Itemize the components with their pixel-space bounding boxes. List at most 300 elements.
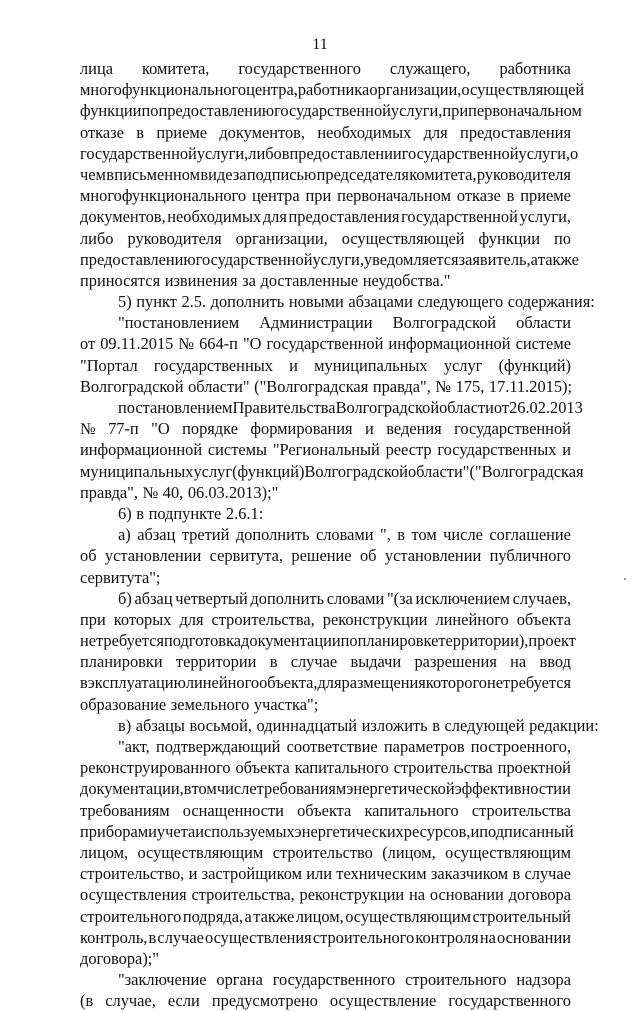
word: не bbox=[80, 631, 97, 651]
word: техническим bbox=[336, 864, 427, 884]
word: строительного bbox=[405, 970, 507, 990]
word: от bbox=[80, 334, 96, 354]
word: Администрации bbox=[259, 313, 373, 333]
text-line bbox=[80, 736, 571, 757]
text-line bbox=[80, 270, 571, 291]
word: в bbox=[281, 143, 290, 163]
word: четвертый bbox=[175, 588, 248, 608]
word: № bbox=[178, 334, 195, 354]
text-line bbox=[80, 672, 571, 693]
word: формирования bbox=[250, 419, 353, 439]
word: дополнить bbox=[235, 525, 310, 545]
text-line bbox=[80, 800, 571, 821]
word: осуществляющей bbox=[341, 228, 465, 248]
word: Правительства bbox=[232, 398, 336, 417]
word: ведения bbox=[386, 419, 442, 439]
text-line bbox=[80, 990, 571, 1011]
word: случае bbox=[157, 927, 204, 947]
word: организации, bbox=[235, 228, 328, 248]
word: осуществляющим bbox=[345, 906, 472, 926]
word: услуги, bbox=[519, 207, 571, 227]
word: редакции: bbox=[529, 715, 599, 735]
word: требуется bbox=[96, 631, 165, 651]
word: на bbox=[409, 885, 426, 905]
word: служащего, bbox=[389, 59, 471, 78]
word: "Портал bbox=[80, 355, 138, 375]
word: числе bbox=[443, 525, 483, 545]
word: предусмотрено bbox=[211, 991, 318, 1011]
word: для bbox=[423, 122, 448, 142]
word: оснащенности bbox=[182, 800, 284, 820]
word: сервитута"; bbox=[80, 567, 161, 587]
word: от bbox=[493, 398, 510, 417]
text-line bbox=[80, 927, 571, 948]
text-line bbox=[80, 757, 571, 778]
word: абзац bbox=[134, 588, 173, 608]
word: в bbox=[148, 927, 157, 947]
word: не bbox=[487, 673, 504, 693]
word: о bbox=[569, 143, 579, 163]
word: случае, bbox=[105, 991, 156, 1011]
word: за bbox=[242, 270, 256, 290]
word: 06.03.2013);" bbox=[187, 482, 279, 502]
word: абзацами bbox=[348, 292, 413, 312]
word: используемых bbox=[195, 821, 295, 841]
word: реконструированного bbox=[80, 758, 231, 778]
word: 09.11.2015 bbox=[100, 334, 174, 354]
word: 2.6.1: bbox=[225, 503, 264, 523]
word: исключением bbox=[415, 588, 511, 608]
word: приеме bbox=[520, 186, 571, 206]
text-line bbox=[80, 567, 571, 588]
word: осуществляющим bbox=[137, 842, 264, 862]
word: государственного bbox=[238, 59, 361, 78]
text-line bbox=[80, 79, 585, 100]
word: для bbox=[179, 609, 204, 629]
word: которых bbox=[113, 609, 172, 629]
word: ресурсов, bbox=[403, 821, 471, 841]
word: разрешения bbox=[414, 652, 497, 672]
word: предоставлении bbox=[289, 143, 402, 163]
word: отказе bbox=[80, 122, 124, 142]
word: государственной bbox=[401, 207, 518, 227]
word: энергетической bbox=[346, 779, 455, 799]
word: числе bbox=[216, 779, 257, 799]
word: решение bbox=[291, 546, 352, 566]
word: "постановлением bbox=[118, 313, 240, 333]
text-line bbox=[80, 524, 571, 545]
word: соглашение bbox=[489, 525, 571, 545]
word: функции bbox=[80, 101, 142, 121]
word: предоставления bbox=[288, 207, 400, 227]
word: требованиям bbox=[256, 779, 347, 799]
text-line bbox=[80, 333, 571, 354]
word: осуществления bbox=[205, 927, 312, 947]
word: уведомляется bbox=[363, 249, 459, 269]
word: постановлением bbox=[118, 398, 233, 417]
word: 664-п bbox=[199, 334, 238, 354]
word: и bbox=[562, 440, 571, 460]
text-line bbox=[80, 355, 571, 376]
word: и bbox=[365, 419, 374, 439]
word: Волгоградской bbox=[80, 376, 184, 396]
word: 6) bbox=[118, 503, 132, 523]
word: Волгоградской bbox=[335, 398, 440, 417]
word: услуги, bbox=[312, 249, 364, 269]
word: № bbox=[435, 376, 452, 396]
word: планировке bbox=[357, 631, 439, 651]
word: словами bbox=[315, 525, 374, 545]
word: том bbox=[411, 525, 437, 545]
word: "О bbox=[242, 334, 262, 354]
word: об bbox=[80, 546, 97, 566]
word: документов, bbox=[80, 207, 166, 227]
word: осуществляющим bbox=[445, 842, 571, 862]
word: реестр bbox=[385, 440, 432, 460]
word: словами bbox=[326, 588, 385, 608]
word: услуг bbox=[443, 355, 483, 375]
word: объекта, bbox=[259, 673, 318, 693]
word: руководителя bbox=[476, 164, 571, 184]
word: публичного bbox=[489, 546, 571, 566]
text-line bbox=[80, 100, 582, 121]
word: области bbox=[439, 398, 494, 417]
word: выдачи bbox=[350, 652, 402, 672]
text-line bbox=[80, 164, 571, 185]
word: первоначальном bbox=[468, 101, 582, 121]
word: объекта bbox=[516, 609, 571, 629]
word: если bbox=[167, 991, 200, 1011]
word: 5) bbox=[118, 292, 132, 312]
word: основании bbox=[497, 927, 571, 947]
word: эффективности bbox=[454, 779, 563, 799]
body-text bbox=[80, 58, 599, 1011]
word: "акт, bbox=[118, 737, 150, 756]
word: основании bbox=[429, 885, 504, 905]
text-line bbox=[80, 715, 599, 736]
word: в bbox=[512, 864, 521, 884]
word: области" bbox=[407, 461, 470, 481]
word: информационной bbox=[80, 440, 203, 460]
word: документации bbox=[241, 631, 341, 651]
text-line bbox=[80, 185, 571, 206]
word: строительного bbox=[80, 906, 182, 926]
word: подписью bbox=[246, 164, 317, 184]
word: или bbox=[306, 864, 332, 884]
word: в bbox=[183, 779, 192, 799]
word: в bbox=[80, 673, 88, 693]
word: в bbox=[397, 525, 406, 545]
word: лица bbox=[80, 59, 113, 78]
word: соответствие bbox=[286, 737, 378, 756]
word: образование bbox=[80, 694, 167, 714]
word: отказе bbox=[456, 186, 501, 206]
word: случае bbox=[524, 864, 571, 884]
word: правда", bbox=[372, 376, 431, 396]
word: системы bbox=[207, 440, 268, 460]
text-line bbox=[80, 58, 571, 79]
word: за bbox=[232, 164, 247, 184]
word: параметров bbox=[383, 737, 465, 756]
word: государственной bbox=[454, 419, 571, 439]
word: также bbox=[537, 249, 579, 269]
word: организации, bbox=[369, 80, 462, 100]
word: а) bbox=[118, 525, 131, 545]
word: случае bbox=[290, 652, 338, 672]
word: содержания: bbox=[507, 292, 595, 312]
word: по bbox=[141, 101, 159, 121]
word: услуги, bbox=[518, 143, 570, 163]
word: контроля bbox=[415, 927, 479, 947]
word: услуги, bbox=[390, 101, 443, 121]
word: приеме bbox=[156, 122, 207, 142]
word: доставленные bbox=[260, 270, 359, 290]
word: государственной bbox=[401, 143, 519, 163]
word: осуществляющей bbox=[461, 80, 585, 100]
word: правда", bbox=[80, 482, 138, 502]
word: земельного bbox=[170, 694, 250, 714]
word: подряда, bbox=[182, 906, 244, 926]
text-line bbox=[80, 206, 571, 227]
text-line bbox=[80, 418, 571, 439]
word: ", bbox=[380, 525, 391, 545]
word: (функций) bbox=[498, 355, 571, 375]
word: в bbox=[432, 715, 440, 735]
text-line bbox=[80, 948, 571, 969]
word: первоначальном bbox=[337, 186, 451, 206]
word: "(за bbox=[386, 588, 413, 608]
word: функции bbox=[478, 228, 541, 248]
word: "заключение bbox=[118, 970, 207, 990]
word: энергетических bbox=[294, 821, 404, 841]
word: услуги, bbox=[196, 143, 249, 163]
word: ввод bbox=[539, 652, 571, 672]
word: (функций) bbox=[232, 461, 305, 481]
word: и bbox=[188, 864, 198, 884]
word: построенного, bbox=[470, 737, 571, 756]
word: объекта bbox=[235, 758, 290, 778]
word: необходимых bbox=[317, 122, 412, 142]
text-line bbox=[80, 376, 571, 397]
word: услуг bbox=[193, 461, 233, 481]
word: области bbox=[516, 313, 571, 333]
word: (в bbox=[80, 991, 94, 1011]
text-line bbox=[80, 143, 579, 164]
text-line bbox=[80, 545, 571, 566]
word: строительства, bbox=[191, 885, 295, 905]
word: требуется bbox=[503, 673, 572, 693]
scan-speck bbox=[624, 578, 626, 580]
word: строительного bbox=[312, 927, 415, 947]
word: лицом, bbox=[295, 906, 344, 926]
word: и bbox=[562, 779, 571, 799]
word: надзора bbox=[516, 970, 571, 990]
word: договора bbox=[508, 885, 571, 905]
word: эксплуатацию bbox=[87, 673, 186, 693]
word: установлении bbox=[384, 546, 482, 566]
word: виде bbox=[200, 164, 233, 184]
word: реконструкции bbox=[299, 885, 405, 905]
word: и bbox=[289, 355, 298, 375]
word: лицом, bbox=[80, 842, 129, 862]
word: строительный bbox=[472, 906, 571, 926]
word: органа bbox=[216, 970, 263, 990]
word: центра bbox=[251, 186, 300, 206]
word: необходимых bbox=[167, 207, 262, 227]
word: участка"; bbox=[253, 694, 319, 714]
word: либо bbox=[80, 228, 114, 248]
text-line bbox=[80, 694, 571, 715]
word: предоставления bbox=[460, 122, 571, 142]
word: проект bbox=[528, 631, 576, 651]
word: в bbox=[506, 186, 515, 206]
word: строительство, bbox=[80, 864, 185, 884]
word: комитета, bbox=[142, 59, 210, 78]
text-line bbox=[80, 503, 571, 524]
text-line bbox=[80, 969, 571, 990]
word: проектной bbox=[497, 758, 571, 778]
word: подпункте bbox=[148, 503, 222, 523]
word: муниципальных bbox=[80, 461, 194, 481]
word: чем bbox=[80, 164, 106, 184]
word: размещения bbox=[341, 673, 426, 693]
word: работника bbox=[499, 59, 571, 78]
word: по bbox=[554, 228, 571, 248]
word: и bbox=[470, 821, 480, 841]
word: 26.02.2013 bbox=[509, 398, 583, 417]
word: на bbox=[479, 927, 496, 947]
word: об bbox=[359, 546, 377, 566]
word: в bbox=[269, 652, 278, 672]
word: муниципальных bbox=[314, 355, 428, 375]
text-line bbox=[80, 397, 583, 418]
word: многофункционального bbox=[80, 80, 247, 100]
text-line bbox=[80, 291, 595, 312]
text-line bbox=[80, 228, 571, 249]
word: изложить bbox=[361, 715, 428, 735]
word: при bbox=[442, 101, 469, 121]
word: в bbox=[106, 164, 114, 184]
text-line bbox=[80, 249, 579, 270]
text-line bbox=[80, 609, 571, 630]
word: "Региональный bbox=[272, 440, 380, 460]
word: 175, bbox=[455, 376, 485, 396]
word: учета bbox=[156, 821, 196, 841]
word: третий bbox=[181, 525, 230, 545]
word: "О bbox=[151, 419, 170, 439]
word: области" bbox=[188, 376, 250, 396]
word: государственной bbox=[274, 101, 391, 121]
text-line bbox=[80, 630, 576, 651]
word: заказчиком bbox=[430, 864, 509, 884]
word: подготовка bbox=[164, 631, 242, 651]
word: строительство bbox=[272, 842, 373, 862]
word: сервитута, bbox=[209, 546, 284, 566]
text-line bbox=[80, 122, 571, 143]
word: неудобства." bbox=[362, 270, 451, 290]
word: на bbox=[510, 652, 527, 672]
word: планировки bbox=[80, 652, 163, 672]
word: пункт bbox=[136, 292, 177, 312]
text-line bbox=[80, 863, 571, 884]
text-line bbox=[80, 461, 584, 482]
word: для bbox=[262, 207, 287, 227]
text-line bbox=[80, 906, 571, 927]
word: строительства, bbox=[211, 609, 315, 629]
word: 77-п bbox=[108, 419, 139, 439]
word: государственной bbox=[195, 249, 313, 269]
word: № bbox=[142, 482, 159, 502]
word: документов, bbox=[219, 122, 305, 142]
word: контроль, bbox=[80, 927, 148, 947]
word: (лицом, bbox=[382, 842, 436, 862]
word: 2.5. bbox=[181, 292, 207, 312]
word: строительства bbox=[393, 758, 493, 778]
word: предоставлению bbox=[80, 249, 196, 269]
word: центра, bbox=[246, 80, 298, 100]
word: объекта bbox=[297, 800, 352, 820]
word: которого bbox=[425, 673, 487, 693]
text-line bbox=[80, 312, 571, 333]
word: в bbox=[136, 122, 144, 142]
word: договора);" bbox=[80, 948, 160, 968]
word: дополнить bbox=[210, 292, 285, 312]
word: реконструкции bbox=[322, 609, 428, 629]
word: новыми bbox=[288, 292, 344, 312]
word: приносятся bbox=[80, 270, 161, 290]
text-line bbox=[80, 588, 571, 609]
word: капитального bbox=[294, 758, 389, 778]
word: одиннадцатый bbox=[256, 715, 358, 735]
word: в) bbox=[118, 715, 132, 735]
word: установлении bbox=[104, 546, 202, 566]
word: осуществления bbox=[80, 885, 187, 905]
word: государственных bbox=[153, 355, 273, 375]
word: № bbox=[80, 419, 96, 439]
word: при bbox=[305, 186, 332, 206]
word: также bbox=[253, 906, 295, 926]
word: письменном bbox=[114, 164, 201, 184]
word: предоставлению bbox=[158, 101, 275, 121]
word: восьмой, bbox=[189, 715, 252, 735]
word: Волгоградской bbox=[392, 313, 497, 333]
word: следующего bbox=[417, 292, 504, 312]
text-line bbox=[80, 821, 574, 842]
word: работника bbox=[297, 80, 370, 100]
word: 17.11.2015); bbox=[488, 376, 573, 396]
word: в bbox=[136, 503, 144, 523]
word: абзацы bbox=[135, 715, 185, 735]
word: государственного bbox=[448, 991, 571, 1011]
word: следующей bbox=[444, 715, 525, 735]
word: подтверждающий bbox=[155, 737, 281, 756]
word: государственной bbox=[80, 143, 197, 163]
word: Волгоградской bbox=[304, 461, 408, 481]
word: а bbox=[530, 249, 538, 269]
text-line bbox=[80, 482, 571, 503]
text-line bbox=[80, 439, 571, 460]
word: либо bbox=[248, 143, 282, 163]
word: системе bbox=[515, 334, 571, 354]
page-number: 11 bbox=[312, 36, 328, 53]
word: требованиям bbox=[80, 800, 170, 820]
word: застройщиком bbox=[201, 864, 302, 884]
word: капитального bbox=[364, 800, 459, 820]
word: приборами bbox=[80, 821, 157, 841]
word: б) bbox=[118, 588, 132, 608]
text-line bbox=[80, 651, 571, 672]
word: линейного bbox=[185, 673, 260, 693]
